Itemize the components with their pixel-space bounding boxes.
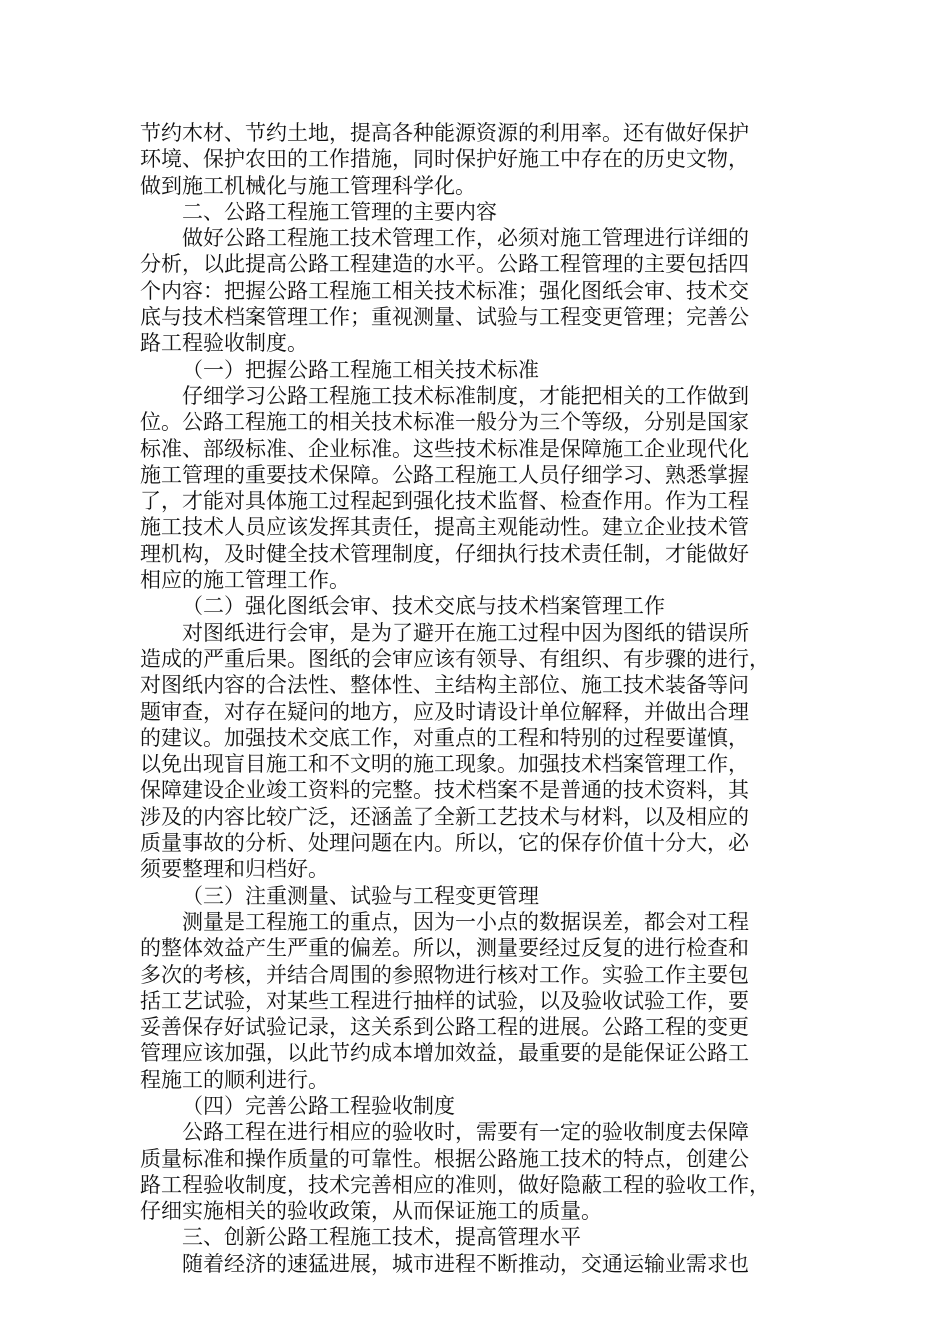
subsection-heading-4: （四）完善公路工程验收制度 (182, 1093, 455, 1118)
paragraph-section-3: 随着经济的速猛进展，城市进程不断推动，交通运输业需求也 (182, 1251, 749, 1276)
paragraph-section-2: 做好公路工程施工技术管理工作，必须对施工管理进行详细的 分析，以此提高公路工程建造的水平。公路工程管理的主要包括四 个内容：把握公路工程施工相关技术标准；强化图纸会审、技术交 底与技术档案管理工作；重视测量、试验与工程变更管理；完善公 路工程验收制度。 (140, 226, 749, 356)
paragraph-subsection-4: 公路工程在进行相应的验收时，需要有一定的验收制度去保障 质量标准和操作质量的可靠性。根据公路施工技术的特点，创建公 路工程验收制度，技术完善相应的准则，做好隐蔽工程的验收工作， 仔细实施相关的验收政策，从而保证施工的质量。 (140, 1120, 770, 1224)
paragraph-intro-continuation: 节约木材、节约土地，提高各种能源资源的利用率。还有做好保护 环境、保护农田的工作措施，同时保护好施工中存在的历史文物， 做到施工机械化与施工管理科学化。 (140, 121, 749, 198)
section-heading-2: 二、公路工程施工管理的主要内容 (182, 199, 497, 224)
section-heading-3: 三、创新公路工程施工技术，提高管理水平 (182, 1225, 581, 1250)
subsection-heading-1: （一）把握公路工程施工相关技术标准 (182, 357, 539, 382)
paragraph-subsection-1: 仔细学习公路工程施工技术标准制度，才能把相关的工作做到 位。公路工程施工的相关技术标准一般分为三个等级，分别是国家 标准、部级标准、企业标准。这些技术标准是保障施工企业现代化 施工管理的重要技术保障。公路工程施工人员仔细学习、熟悉掌握 了，才能对具体施工过程起到强化技术监督、检查作用。作为工程 施工技术人员应该发挥其责任，提高主观能动性。建立企业技术管 理机构，及时健全技术管理制度，仔细执行技术责任制，才能做好 相应的施工管理工作。 (140, 383, 749, 593)
document-body (140, 120, 800, 1277)
subsection-heading-3: （三）注重测量、试验与工程变更管理 (182, 883, 539, 908)
subsection-heading-2: （二）强化图纸会审、技术交底与技术档案管理工作 (182, 594, 665, 619)
paragraph-subsection-2: 对图纸进行会审，是为了避开在施工过程中因为图纸的错误所 造成的严重后果。图纸的会审应该有领导、有组织、有步骤的进行， 对图纸内容的合法性、整体性、主结构主部位、施工技术装备等问 题审查，对存在疑问的地方，应及时请设计单位解释，并做出合理 的建议。加强技术交底工作，对重点的工程和特别的过程要谨慎， 以免出现盲目施工和不文明的施工现象。加强技术档案管理工作， 保障建设企业竣工资料的完整。技术档案不是普通的技术资料，其 涉及的内容比较广泛，还涵盖了全新工艺技术与材料，以及相应的 质量事故的分析、处理问题在内。所以，它的保存价值十分大，必 须要整理和归档好。 (140, 620, 770, 882)
paragraph-subsection-3: 测量是工程施工的重点，因为一小点的数据误差，都会对工程 的整体效益产生严重的偏差。所以，测量要经过反复的进行检查和 多次的考核，并结合周围的参照物进行核对工作。实验工作主要包 括工艺试验，对某些工程进行抽样的试验，以及验收试验工作，要 妥善保存好试验记录，这关系到公路工程的进展。公路工程的变更 管理应该加强，以此节约成本增加效益，最重要的是能保证公路工 程施工的顺利进行。 (140, 909, 749, 1092)
